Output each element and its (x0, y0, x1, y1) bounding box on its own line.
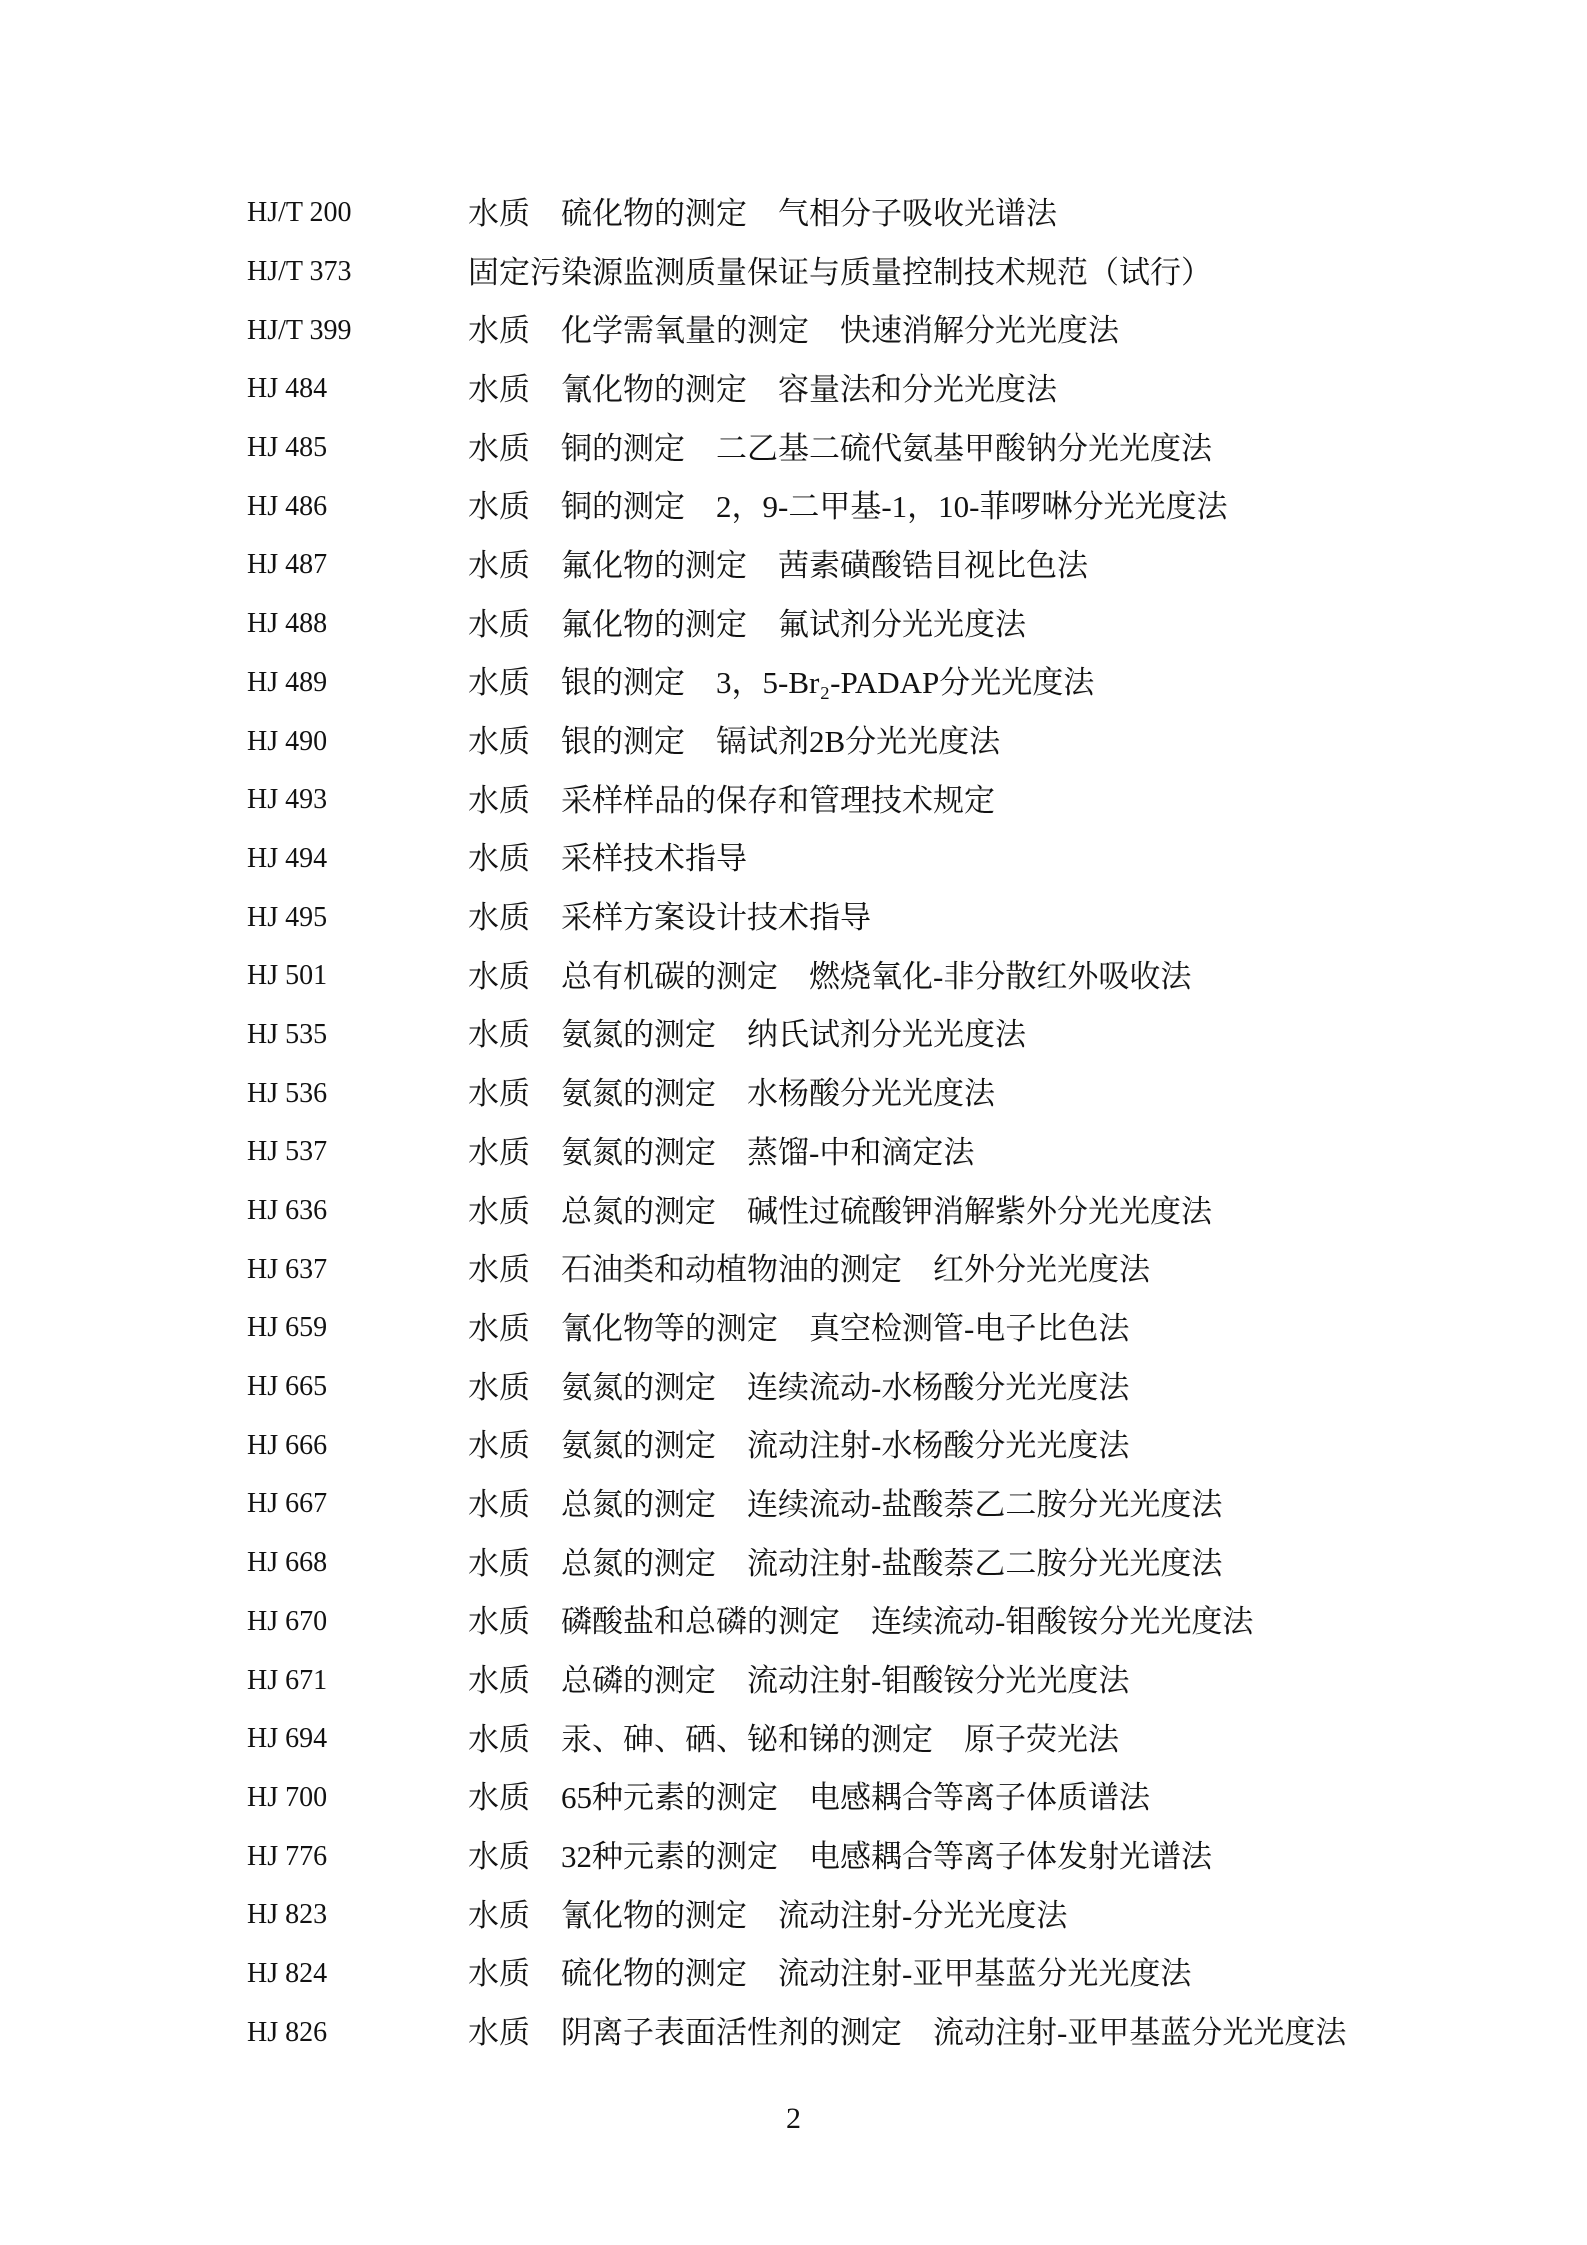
standard-code: HJ 666 (247, 1429, 328, 1461)
standard-title: 水质 总氮的测定 连续流动-盐酸萘乙二胺分光光度法 (468, 1486, 1223, 1522)
standard-title: 水质 采样样品的保存和管理技术规定 (468, 782, 995, 818)
page-number: 2 (786, 2102, 801, 2135)
standard-row (247, 1827, 1527, 1886)
standard-code: HJ 668 (247, 1547, 328, 1579)
standard-title: 水质 32种元素的测定 电感耦合等离子体发射光谱法 (468, 1839, 1212, 1875)
standard-code: HJ 490 (247, 725, 328, 757)
standard-row (247, 830, 1527, 889)
standard-row (247, 1123, 1527, 1182)
standard-title: 水质 硫化物的测定 流动注射-亚甲基蓝分光光度法 (468, 1956, 1192, 1992)
standard-row (247, 1299, 1527, 1358)
standard-code: HJ 484 (247, 373, 328, 405)
page-footer (0, 2104, 1587, 2134)
standard-row (247, 1240, 1527, 1299)
standard-title: 水质 氨氮的测定 流动注射-水杨酸分光光度法 (468, 1428, 1130, 1464)
standard-row (247, 771, 1527, 830)
standard-title: 水质 氨氮的测定 水杨酸分光光度法 (468, 1076, 995, 1112)
standard-row (247, 1651, 1527, 1710)
standard-row (247, 947, 1527, 1006)
standard-code: HJ 670 (247, 1605, 328, 1637)
standard-row (247, 1593, 1527, 1652)
standard-code: HJ 537 (247, 1136, 328, 1168)
standard-row (247, 888, 1527, 947)
standard-title: 水质 采样技术指导 (468, 841, 747, 877)
standard-title: 水质 硫化物的测定 气相分子吸收光谱法 (468, 195, 1057, 231)
standard-title: 水质 银的测定 镉试剂2B分光光度法 (468, 724, 1001, 760)
standard-title: 水质 氰化物等的测定 真空检测管-电子比色法 (468, 1310, 1130, 1346)
standard-row (247, 654, 1527, 713)
standard-code: HJ/T 373 (247, 256, 352, 288)
standard-row (247, 477, 1527, 536)
standard-title: 水质 氨氮的测定 纳氏试剂分光光度法 (468, 1017, 1026, 1053)
standard-title: 水质 氨氮的测定 蒸馏-中和滴定法 (468, 1134, 975, 1170)
standard-row (247, 1534, 1527, 1593)
standard-code: HJ 665 (247, 1371, 328, 1403)
standard-code: HJ 637 (247, 1253, 328, 1285)
standard-code: HJ 493 (247, 784, 328, 816)
standard-title: 水质 65种元素的测定 电感耦合等离子体质谱法 (468, 1780, 1150, 1816)
standard-title: 水质 氟化物的测定 茜素磺酸锆目视比色法 (468, 547, 1088, 583)
standard-code: HJ 489 (247, 666, 328, 698)
standard-code: HJ 671 (247, 1664, 328, 1696)
standard-code: HJ 667 (247, 1488, 328, 1520)
standard-row (247, 1064, 1527, 1123)
standard-code: HJ 694 (247, 1723, 328, 1755)
standard-row (247, 1886, 1527, 1945)
standard-row (247, 360, 1527, 419)
standard-row (247, 1416, 1527, 1475)
standard-title: 水质 阴离子表面活性剂的测定 流动注射-亚甲基蓝分光光度法 (468, 2015, 1347, 2051)
standard-code: HJ 776 (247, 1840, 328, 1872)
standard-code: HJ 486 (247, 490, 328, 522)
standard-row (247, 536, 1527, 595)
standard-code: HJ 487 (247, 549, 328, 581)
standard-row (247, 1710, 1527, 1769)
standard-title: 水质 磷酸盐和总磷的测定 连续流动-钼酸铵分光光度法 (468, 1604, 1254, 1640)
standard-title: 水质 总磷的测定 流动注射-钼酸铵分光光度法 (468, 1663, 1130, 1699)
standard-code: HJ 823 (247, 1899, 328, 1931)
standard-row (247, 1475, 1527, 1534)
standard-title: 水质 总有机碳的测定 燃烧氧化-非分散红外吸收法 (468, 958, 1192, 994)
standard-title: 水质 氰化物的测定 容量法和分光光度法 (468, 371, 1057, 407)
standard-title: 水质 银的测定 3，5-Br₂-PADAP分光光度法 (468, 665, 1095, 701)
standard-row (247, 712, 1527, 771)
standard-code: HJ 495 (247, 901, 328, 933)
standard-code: HJ 659 (247, 1312, 328, 1344)
standard-title: 水质 汞、砷、硒、铋和锑的测定 原子荧光法 (468, 1721, 1119, 1757)
standard-row (247, 595, 1527, 654)
standard-code: HJ 501 (247, 960, 328, 992)
standard-code: HJ 485 (247, 432, 328, 464)
standard-row (247, 1769, 1527, 1828)
standard-row (247, 1358, 1527, 1417)
standard-row (247, 1945, 1527, 2004)
standard-title: 水质 氟化物的测定 氟试剂分光光度法 (468, 606, 1026, 642)
standards-list (247, 184, 1527, 2062)
standard-title: 水质 化学需氧量的测定 快速消解分光光度法 (468, 313, 1119, 349)
standard-code: HJ 824 (247, 1957, 328, 1989)
standard-title: 水质 总氮的测定 碱性过硫酸钾消解紫外分光光度法 (468, 1193, 1212, 1229)
standard-code: HJ/T 200 (247, 197, 352, 229)
standard-row (247, 1006, 1527, 1065)
standard-title: 水质 铜的测定 2，9-二甲基-1，10-菲啰啉分光光度法 (468, 489, 1228, 525)
standard-row (247, 2003, 1527, 2062)
standard-row (247, 243, 1527, 302)
standard-code: HJ 826 (247, 2016, 328, 2048)
standard-row (247, 301, 1527, 360)
standard-code: HJ 700 (247, 1781, 328, 1813)
standard-title: 水质 铜的测定 二乙基二硫代氨基甲酸钠分光光度法 (468, 430, 1212, 466)
standard-title: 固定污染源监测质量保证与质量控制技术规范（试行） (468, 254, 1212, 290)
standard-row (247, 184, 1527, 243)
standard-title: 水质 石油类和动植物油的测定 红外分光光度法 (468, 1252, 1150, 1288)
standard-title: 水质 氰化物的测定 流动注射-分光光度法 (468, 1897, 1068, 1933)
standard-code: HJ/T 399 (247, 314, 352, 346)
standard-code: HJ 536 (247, 1077, 328, 1109)
standard-code: HJ 535 (247, 1018, 328, 1050)
standard-code: HJ 494 (247, 842, 328, 874)
standard-title: 水质 氨氮的测定 连续流动-水杨酸分光光度法 (468, 1369, 1130, 1405)
standard-title: 水质 总氮的测定 流动注射-盐酸萘乙二胺分光光度法 (468, 1545, 1223, 1581)
standard-row (247, 419, 1527, 478)
standard-code: HJ 636 (247, 1195, 328, 1227)
standard-row (247, 1182, 1527, 1241)
standard-title: 水质 采样方案设计技术指导 (468, 900, 871, 936)
standard-code: HJ 488 (247, 608, 328, 640)
